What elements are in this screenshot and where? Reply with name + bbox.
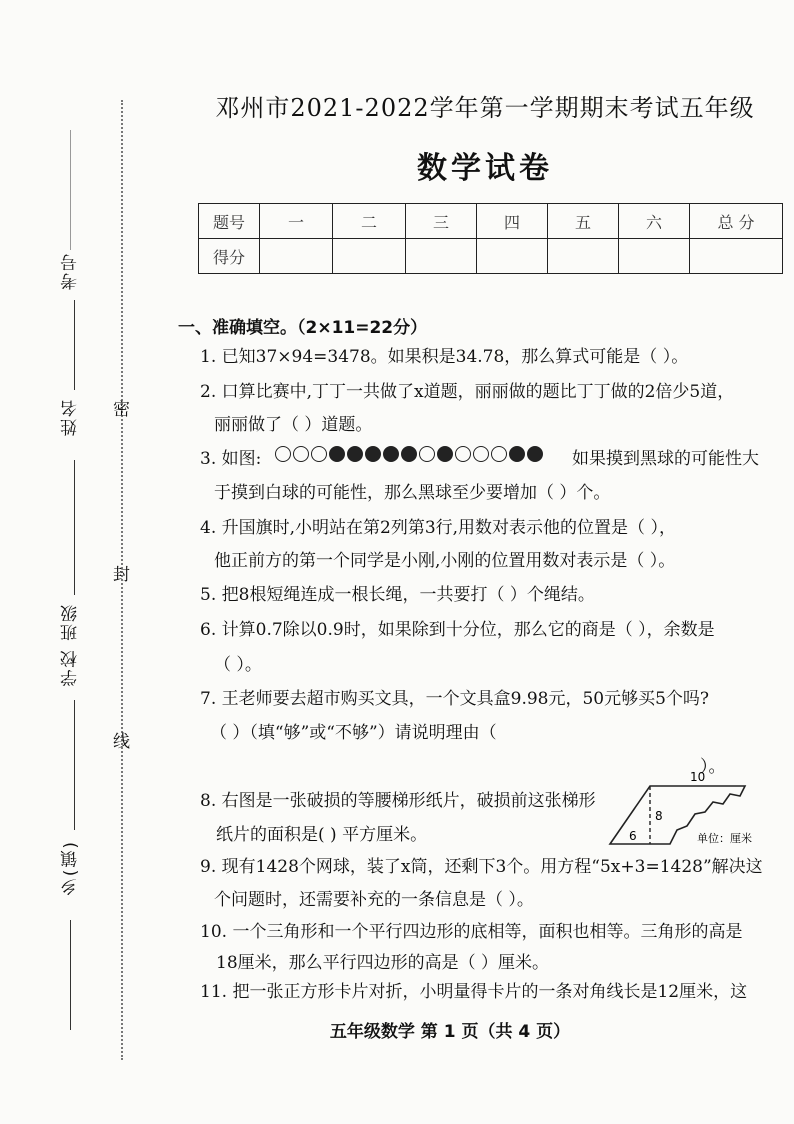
school-underline xyxy=(74,700,75,830)
black-ball-icon xyxy=(365,446,381,462)
score-cell: 四 xyxy=(477,204,548,239)
question-7-cont: （ ）（填“够”或“不够”）请说明理由（ xyxy=(210,723,497,743)
black-ball-icon xyxy=(401,446,417,462)
white-ball-icon xyxy=(473,446,489,462)
white-ball-icon xyxy=(293,446,309,462)
score-cell: 总 分 xyxy=(690,204,783,239)
score-cell: 得分 xyxy=(199,239,260,274)
white-ball-icon xyxy=(491,446,507,462)
white-ball-icon xyxy=(455,446,471,462)
question-10-cont: 18厘米，那么平行四边形的高是（ ）厘米。 xyxy=(216,953,550,973)
black-ball-icon xyxy=(347,446,363,462)
seal-mi: 密 xyxy=(113,400,130,420)
question-6-cont: （ ）。 xyxy=(214,655,262,675)
score-cell: 一 xyxy=(260,204,333,239)
exam-no-label: 考号 xyxy=(61,252,81,290)
question-6: 6. 计算0.7除以0.9时，如果除到十分位，那么它的商是（ ），余数是 xyxy=(200,620,715,640)
score-table-header-row xyxy=(199,204,783,239)
question-7-end: ）。 xyxy=(700,757,726,777)
unit-label: 单位：厘米 xyxy=(697,832,752,845)
score-table-score-row xyxy=(199,239,783,274)
question-4: 4. 升国旗时,小明站在第2列第3行,用数对表示他的位置是（ ）， xyxy=(200,518,676,538)
question-2: 2. 口算比赛中,丁丁一共做了x道题，丽丽做的题比丁丁做的2倍少5道， xyxy=(200,382,735,402)
school-class-label: 学校 班级 xyxy=(61,603,81,687)
question-11: 11. 把一张正方形卡片对折，小明量得卡片的一条对角线长是12厘米，这 xyxy=(200,982,748,1002)
name-label: 姓名 xyxy=(61,398,81,436)
white-ball-icon xyxy=(311,446,327,462)
section-heading: 一、准确填空。（2×11=22分） xyxy=(178,318,428,338)
question-7: 7. 王老师要去超市购买文具，一个文具盒9.98元，50元够买5个吗? xyxy=(200,689,710,709)
class-underline xyxy=(74,460,75,595)
question-5: 5. 把8根短绳连成一根长绳，一共要打（ ）个绳结。 xyxy=(200,585,595,605)
score-input-cell[interactable] xyxy=(477,239,548,274)
question-2-cont: 丽丽做了（ ）道题。 xyxy=(214,415,373,435)
score-input-cell[interactable] xyxy=(260,239,333,274)
ball-row xyxy=(275,446,543,462)
township-label: 乡(镇) xyxy=(61,840,81,896)
score-cell: 六 xyxy=(619,204,690,239)
height-label: 8 xyxy=(655,809,663,823)
question-1: 1. 已知37×94=3478。如果积是34.78，那么算式可能是（ ）。 xyxy=(200,347,689,367)
question-3-cont: 于摸到白球的可能性，那么黑球至少要增加（ ）个。 xyxy=(214,483,611,503)
name-underline xyxy=(74,300,75,390)
exam-no-line xyxy=(70,130,71,250)
score-cell: 五 xyxy=(548,204,619,239)
township-underline xyxy=(70,920,71,1030)
score-cell: 二 xyxy=(333,204,406,239)
white-ball-icon xyxy=(275,446,291,462)
black-ball-icon xyxy=(383,446,399,462)
question-8-cont: 纸片的面积是( ) 平方厘米。 xyxy=(216,825,428,845)
seal-xian: 线 xyxy=(113,732,130,752)
question-3-right: 如果摸到黑球的可能性大 xyxy=(572,449,759,469)
exam-title: 邓州市2021-2022学年第一学期期末考试五年级 xyxy=(215,94,755,122)
score-cell: 题号 xyxy=(199,204,260,239)
score-input-cell[interactable] xyxy=(406,239,477,274)
white-ball-icon xyxy=(419,446,435,462)
score-cell: 三 xyxy=(406,204,477,239)
score-input-cell[interactable] xyxy=(548,239,619,274)
score-table xyxy=(198,203,783,274)
question-9: 9. 现有1428个网球，装了x筒，还剩下3个。用方程“5x+3=1428”解决这 xyxy=(200,857,763,877)
top-length-label: 10 xyxy=(690,770,706,784)
question-9-cont: 个问题时，还需要补充的一条信息是（ ）。 xyxy=(214,890,534,910)
base-length-label: 6 xyxy=(629,829,637,843)
score-input-cell[interactable] xyxy=(333,239,406,274)
black-ball-icon xyxy=(509,446,525,462)
question-3: 3. 如图: xyxy=(200,449,262,469)
question-4-cont: 他正前方的第一个同学是小刚,小刚的位置用数对表示是（ ）。 xyxy=(214,551,676,571)
black-ball-icon xyxy=(527,446,543,462)
seal-feng: 封 xyxy=(113,565,130,585)
black-ball-icon xyxy=(329,446,345,462)
score-input-cell[interactable] xyxy=(619,239,690,274)
broken-trapezoid-figure xyxy=(605,768,765,848)
black-ball-icon xyxy=(437,446,453,462)
question-10: 10. 一个三角形和一个平行四边形的底相等，面积也相等。三角形的高是 xyxy=(200,922,743,942)
paper-subtitle: 数学试卷 xyxy=(417,151,553,186)
question-8: 8. 右图是一张破损的等腰梯形纸片，破损前这张梯形 xyxy=(200,791,596,811)
score-input-cell[interactable] xyxy=(690,239,783,274)
page-footer: 五年级数学 第 1 页（共 4 页） xyxy=(329,1022,571,1042)
